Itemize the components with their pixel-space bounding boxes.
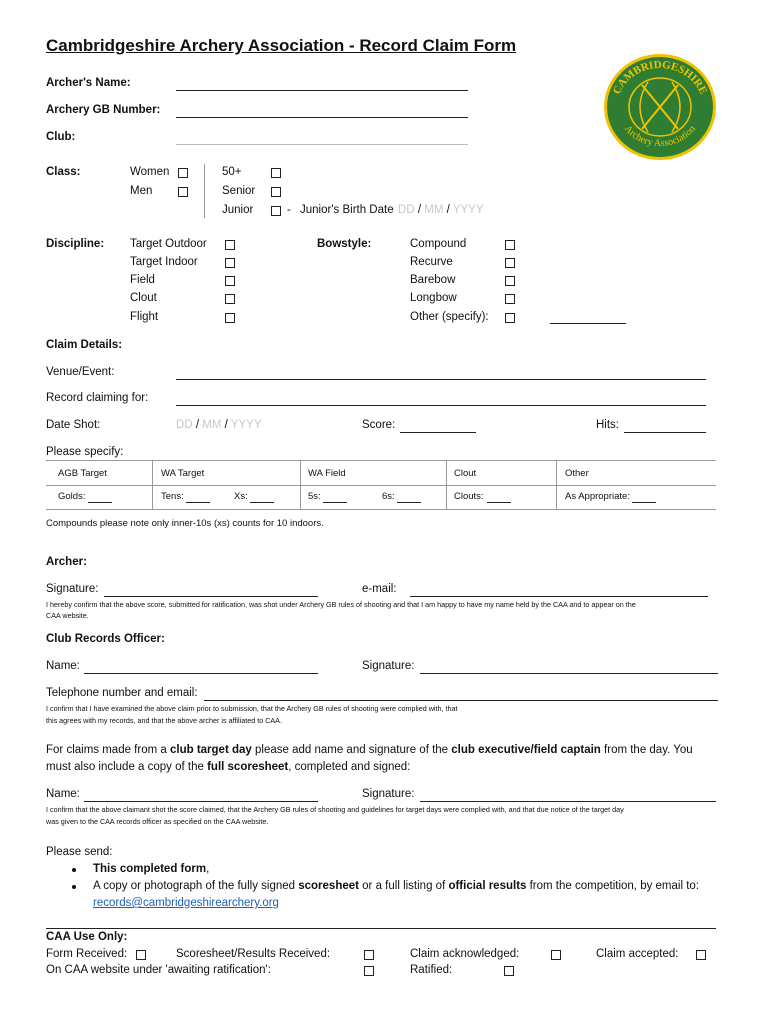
discipline-field: Field xyxy=(130,274,155,286)
ratified-label: Ratified: xyxy=(410,964,453,976)
cro-signature-label: Signature: xyxy=(362,660,415,672)
cro-section-label: Club Records Officer: xyxy=(46,633,165,645)
page-title: Cambridgeshire Archery Association - Record Claim Form xyxy=(46,36,517,55)
hits-label: Hits: xyxy=(596,419,619,431)
women-checkbox[interactable] xyxy=(178,168,188,178)
junior-birth-date-label: Junior's Birth Date xyxy=(300,204,394,216)
target-indoor-checkbox[interactable] xyxy=(225,258,235,268)
claim-accepted-checkbox[interactable] xyxy=(696,950,706,960)
scoresheet-received-label: Scoresheet/Results Received: xyxy=(176,948,331,960)
bowstyle-longbow: Longbow xyxy=(410,292,457,304)
date-separator: / xyxy=(195,419,200,431)
birth-date-input[interactable] xyxy=(398,204,484,216)
records-email-link[interactable]: records@cambridgeshirearchery.org xyxy=(93,897,279,909)
class-men-label: Men xyxy=(130,185,153,197)
agb-number-label: Archery GB Number: xyxy=(46,104,161,116)
junior-checkbox[interactable] xyxy=(271,206,281,216)
table-col-rule xyxy=(556,460,557,509)
caa-top-rule xyxy=(46,928,716,929)
target-day-paragraph-line-1: For claims made from a club target day please add name and signature of the club executive/field captain from the day. You xyxy=(46,744,693,756)
record-label: Record claiming for: xyxy=(46,392,149,404)
table-col-rule xyxy=(152,460,153,509)
table-col-rule xyxy=(300,460,301,509)
form-received-label: Form Received: xyxy=(46,948,128,960)
bullet-icon xyxy=(72,868,76,872)
date-year-placeholder: YYYY xyxy=(230,419,262,431)
compound-checkbox[interactable] xyxy=(505,240,515,250)
birth-day-placeholder: DD xyxy=(398,204,415,216)
record-field[interactable] xyxy=(176,405,706,406)
archer-name-field[interactable] xyxy=(176,90,468,91)
ratified-checkbox[interactable] xyxy=(504,966,514,976)
class-50-label: 50+ xyxy=(222,166,242,178)
other-checkbox[interactable] xyxy=(505,313,515,323)
date-month-placeholder: MM xyxy=(202,419,222,431)
claim-details-label: Claim Details: xyxy=(46,339,123,351)
captain-signature-field[interactable] xyxy=(420,801,716,802)
clouts-label: Clouts: xyxy=(454,491,484,502)
cro-signature-field[interactable] xyxy=(420,673,718,674)
table-header-other: Other xyxy=(565,468,589,479)
senior-checkbox[interactable] xyxy=(271,187,281,197)
venue-label: Venue/Event: xyxy=(46,366,115,378)
table-col-rule xyxy=(446,460,447,509)
claim-acknowledged-checkbox[interactable] xyxy=(551,950,561,960)
date-separator: / xyxy=(417,204,422,216)
compound-note: Compounds please note only inner-10s (xs) counts for 10 indoors. xyxy=(46,518,324,529)
sixes-label: 6s: xyxy=(382,491,395,502)
archer-name-label: Archer's Name: xyxy=(46,77,131,89)
captain-name-label: Name: xyxy=(46,788,80,800)
class-junior-label: Junior xyxy=(222,204,254,216)
table-top-rule xyxy=(46,460,716,461)
bowstyle-compound: Compound xyxy=(410,238,467,250)
captain-signature-label: Signature: xyxy=(362,788,415,800)
discipline-flight: Flight xyxy=(130,311,159,323)
agb-number-field[interactable] xyxy=(176,117,468,118)
score-field[interactable] xyxy=(400,432,476,433)
archer-section-label: Archer: xyxy=(46,556,87,568)
tens-label: Tens: xyxy=(161,491,184,502)
club-label: Club: xyxy=(46,131,76,143)
table-bottom-rule xyxy=(46,509,716,510)
archer-signature-field[interactable] xyxy=(104,596,318,597)
class-divider xyxy=(204,164,205,218)
scoresheet-received-checkbox[interactable] xyxy=(364,950,374,960)
caa-website-checkbox[interactable] xyxy=(364,966,374,976)
as-appropriate-label: As Appropriate: xyxy=(565,491,630,502)
score-label: Score: xyxy=(362,419,396,431)
logo-bottom-text: Archery Association xyxy=(621,123,699,150)
date-shot-label: Date Shot: xyxy=(46,419,101,431)
junior-dash: - xyxy=(287,204,291,216)
cro-confirm-note-2: this agrees with my records, and that the above archer is affiliated to CAA. xyxy=(46,716,282,725)
club-field[interactable] xyxy=(176,144,468,145)
as-appropriate-field[interactable] xyxy=(632,502,656,503)
recurve-checkbox[interactable] xyxy=(505,258,515,268)
discipline-clout: Clout xyxy=(130,292,157,304)
archer-email-field[interactable] xyxy=(410,596,708,597)
form-received-checkbox[interactable] xyxy=(136,950,146,960)
longbow-checkbox[interactable] xyxy=(505,294,515,304)
birth-month-placeholder: MM xyxy=(424,204,444,216)
cro-name-label: Name: xyxy=(46,660,80,672)
barebow-checkbox[interactable] xyxy=(505,276,515,286)
golds-field[interactable] xyxy=(88,502,112,503)
logo-top-text: CAMBRIDGESHIRE xyxy=(610,58,710,97)
bowstyle-barebow: Barebow xyxy=(410,274,456,286)
clouts-field[interactable] xyxy=(487,502,511,503)
bowstyle-other: Other (specify): xyxy=(410,311,489,323)
date-separator: / xyxy=(446,204,450,216)
date-shot-input[interactable] xyxy=(176,419,262,431)
bowstyle-label: Bowstyle: xyxy=(317,238,372,250)
sixes-field[interactable] xyxy=(397,502,421,503)
class-women-label: Women xyxy=(130,166,170,178)
archer-signature-label: Signature: xyxy=(46,583,99,595)
class-label: Class: xyxy=(46,166,81,178)
discipline-label: Discipline: xyxy=(46,238,105,250)
claim-accepted-label: Claim accepted: xyxy=(596,948,679,960)
other-specify-field[interactable] xyxy=(550,323,626,324)
table-mid-rule xyxy=(46,485,716,486)
cro-telephone-label: Telephone number and email: xyxy=(46,687,198,699)
please-send-label: Please send: xyxy=(46,846,113,858)
captain-confirm-note-1: I confirm that the above claimant shot the score claimed, that the Archery GB rules of shooting and guidelines for target days were complied with, and that due notice of the target day xyxy=(46,805,624,814)
table-header-wa-field: WA Field xyxy=(308,468,346,479)
hits-field[interactable] xyxy=(624,432,706,433)
flight-checkbox[interactable] xyxy=(225,313,235,323)
cro-telephone-field[interactable] xyxy=(204,700,718,701)
field-checkbox[interactable] xyxy=(225,276,235,286)
birth-year-placeholder: YYYY xyxy=(452,204,484,216)
xs-field[interactable] xyxy=(250,502,274,503)
xs-label: Xs: xyxy=(234,491,248,502)
fives-field[interactable] xyxy=(323,502,347,503)
table-header-wa-target: WA Target xyxy=(161,468,205,479)
association-logo xyxy=(602,52,718,162)
captain-confirm-note-2: was given to the CAA records officer as specified on the CAA website. xyxy=(46,817,269,826)
discipline-target-outdoor: Target Outdoor xyxy=(130,238,207,250)
archer-email-label: e-mail: xyxy=(362,583,397,595)
date-separator: / xyxy=(224,419,228,431)
bowstyle-recurve: Recurve xyxy=(410,256,453,268)
caa-use-only-label: CAA Use Only: xyxy=(46,931,128,943)
class-senior-label: Senior xyxy=(222,185,256,197)
cro-confirm-note-1: I confirm that I have examined the above claim prior to submission, that the Archery GB rules of shooting were complied with, that xyxy=(46,704,458,713)
please-specify-label: Please specify: xyxy=(46,446,124,458)
golds-label: Golds: xyxy=(58,491,86,502)
tens-field[interactable] xyxy=(186,502,210,503)
archer-confirm-note-2: CAA website. xyxy=(46,611,89,620)
target-outdoor-checkbox[interactable] xyxy=(225,240,235,250)
date-day-placeholder: DD xyxy=(176,419,193,431)
archer-confirm-note-1: I hereby confirm that the above score, submitted for ratification, was shot under Archery GB rules of shooting and that I am happy to have my name held by the CAA and to appear on the xyxy=(46,600,636,609)
venue-field[interactable] xyxy=(176,379,706,380)
clout-checkbox[interactable] xyxy=(225,294,235,304)
caa-website-label: On CAA website under 'awaiting ratification': xyxy=(46,964,271,976)
send-item-scoresheet: A copy or photograph of the fully signed scoresheet or a full listing of official results from the competition, by email to: xyxy=(93,880,699,892)
captain-name-field[interactable] xyxy=(84,801,318,802)
men-checkbox[interactable] xyxy=(178,187,188,197)
cro-name-field[interactable] xyxy=(84,673,318,674)
fives-label: 5s: xyxy=(308,491,321,502)
fifty-plus-checkbox[interactable] xyxy=(271,168,281,178)
claim-acknowledged-label: Claim acknowledged: xyxy=(410,948,520,960)
send-item-form: This completed form, xyxy=(93,863,210,875)
table-header-clout: Clout xyxy=(454,468,477,479)
bullet-icon xyxy=(72,885,76,889)
target-day-paragraph-line-2: must also include a copy of the full scoresheet, completed and signed: xyxy=(46,761,411,773)
discipline-target-indoor: Target Indoor xyxy=(130,256,198,268)
table-header-agb: AGB Target xyxy=(58,468,107,479)
